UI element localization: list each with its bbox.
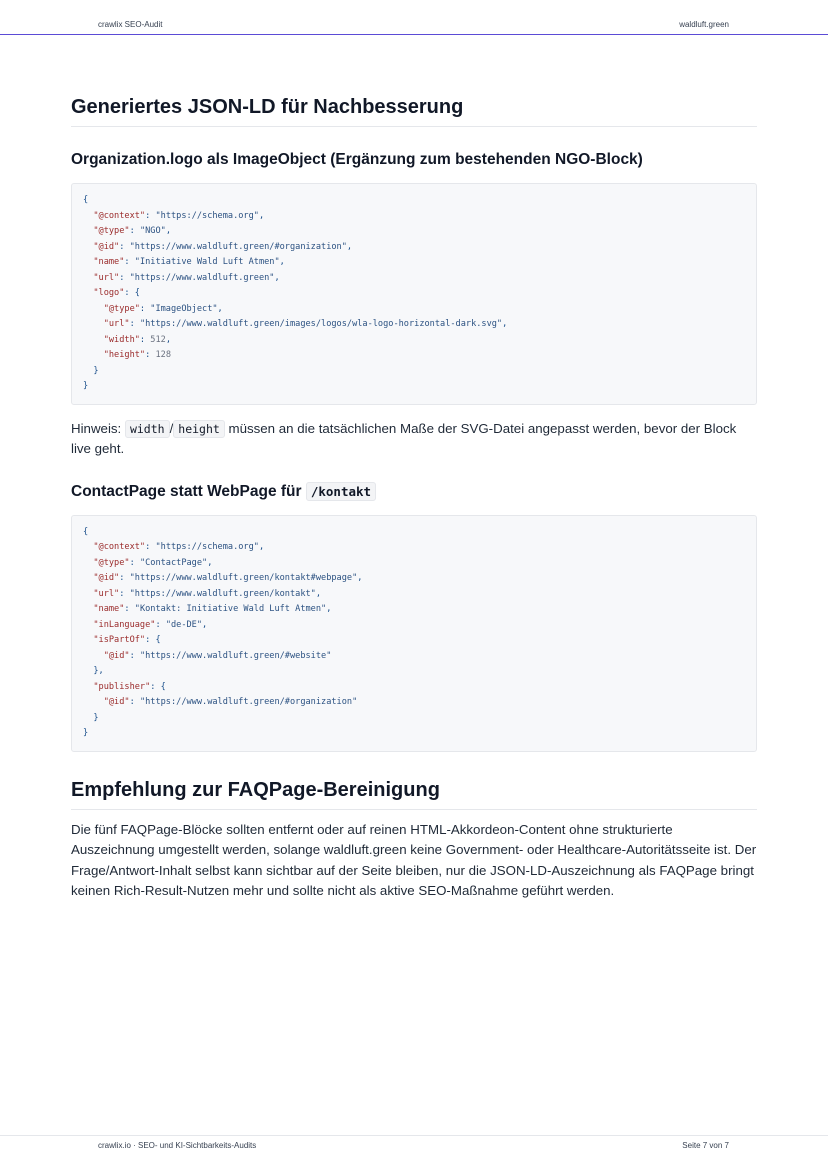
code-key: "@id" xyxy=(93,573,120,583)
code-punct xyxy=(83,682,93,692)
code-punct: : xyxy=(129,650,140,661)
code-key: "inLanguage" xyxy=(93,619,156,630)
code-number: 128 xyxy=(155,350,171,360)
faq-recommendation-paragraph: Die fünf FAQPage-Blöcke sollten entfernt oder auf reinen HTML-Akkordeon-Content ohne strukturierte Auszeichnung umgestellt werden, solange waldluft.green keine Government- oder Healthcare-Autoritätsseite ist. Der Frage/Antwort-Inhalt selbst kann sichtbar auf der Seite bleiben, nur die JSON-LD-Auszeichnung als FAQPage bringt keinen Rich-Result-Nutzen mehr und sollte nicht als aktive SEO-Maßnahme geführt werden. xyxy=(71,821,757,898)
code-key: "@id" xyxy=(93,241,120,252)
code-punct: , xyxy=(346,241,353,252)
code-punct: : xyxy=(129,557,140,568)
code-punct xyxy=(83,635,93,645)
page-footer xyxy=(0,1135,828,1150)
code-punct: : xyxy=(129,319,140,329)
note-paragraph xyxy=(71,419,757,460)
code-punct: : xyxy=(124,604,135,614)
code-punct xyxy=(83,651,104,661)
note-suffix: müssen an die tatsächlichen Maße der SVG-Datei angepasst werden, bevor der Block live geht. xyxy=(71,420,737,456)
footer-brand: crawlix.io · SEO- und KI-Sichtbarkeits-Audits xyxy=(98,1141,257,1150)
code-punct: : { xyxy=(150,681,166,692)
code-punct: , xyxy=(502,319,508,329)
code-key: "@type" xyxy=(93,226,130,236)
code-key: "publisher" xyxy=(93,681,151,692)
section-title-faq: Empfehlung zur FAQPage-Bereinigung xyxy=(71,779,757,810)
code-string: "Kontakt: Initiative Wald Luft Atmen" xyxy=(134,604,327,614)
code-punct: , xyxy=(315,588,322,599)
code-key: "url" xyxy=(93,588,120,599)
page-content xyxy=(71,96,757,902)
code-punct xyxy=(83,620,93,630)
code-punct: } xyxy=(83,381,89,391)
code-punct: { xyxy=(83,526,89,537)
code-key: "url" xyxy=(103,319,130,329)
subsection-title-logo: Organization.logo als ImageObject (Ergänzung zum bestehenden NGO-Block) xyxy=(71,151,643,168)
code-punct: , xyxy=(202,619,208,630)
code-punct xyxy=(83,542,93,552)
code-punct: : xyxy=(145,542,156,552)
note-code-height: height xyxy=(173,420,225,438)
code-string: "https://www.waldluft.green/#organization" xyxy=(139,697,358,707)
code-punct: }, xyxy=(83,666,104,676)
code-block-logo xyxy=(71,183,757,405)
code-punct xyxy=(83,558,93,568)
code-key: "@id" xyxy=(103,697,130,707)
code-punct: , xyxy=(165,226,171,236)
footer-page-number: Seite 7 von 7 xyxy=(682,1141,729,1150)
code-punct: : xyxy=(145,350,156,360)
code-punct: , xyxy=(258,542,265,552)
code-punct: : xyxy=(119,272,130,283)
code-string: "https://schema.org" xyxy=(155,542,259,552)
code-punct xyxy=(83,604,93,614)
subsection-title-contact xyxy=(71,483,757,501)
code-punct: : { xyxy=(145,635,161,645)
code-key: "height" xyxy=(103,350,146,360)
code-string: "https://www.waldluft.green/#website" xyxy=(139,650,332,661)
code-punct xyxy=(83,273,93,283)
code-key: "@id" xyxy=(103,650,130,661)
code-key: "isPartOf" xyxy=(93,635,146,645)
code-punct xyxy=(83,589,93,599)
code-key: "name" xyxy=(93,604,125,614)
code-punct: : xyxy=(139,334,151,345)
code-key: "@context" xyxy=(93,542,146,552)
code-punct xyxy=(83,211,93,221)
code-punct xyxy=(83,257,93,267)
code-string: "https://www.waldluft.green/images/logos/wla-logo-horizontal-dark.svg" xyxy=(139,319,503,329)
code-punct: , xyxy=(207,557,213,568)
header-domain: waldluft.green xyxy=(679,20,729,29)
header-brand: crawlix SEO-Audit xyxy=(98,20,163,29)
code-key: "logo" xyxy=(93,288,125,298)
code-punct xyxy=(83,288,93,298)
code-punct: , xyxy=(279,257,285,267)
note-code-width: width xyxy=(125,420,170,438)
subsection-title-contact-text: ContactPage statt WebPage für xyxy=(71,482,306,500)
code-key: "@type" xyxy=(93,557,130,568)
code-string: "ContactPage" xyxy=(139,557,208,568)
code-punct: , xyxy=(326,604,332,614)
code-punct: , xyxy=(165,334,171,345)
code-punct: , xyxy=(274,272,280,283)
code-punct: : xyxy=(145,210,156,221)
code-punct: : xyxy=(129,226,140,236)
code-key: "@context" xyxy=(93,210,146,221)
code-punct: } xyxy=(83,728,89,738)
code-punct: : xyxy=(119,573,130,583)
code-punct: , xyxy=(357,573,363,583)
code-string: "https://schema.org" xyxy=(155,210,259,221)
code-block-contactpage xyxy=(71,515,757,752)
code-punct: , xyxy=(217,303,223,314)
code-string: "https://www.waldluft.green/kontakt#webpage" xyxy=(129,573,358,583)
code-key: "@type" xyxy=(103,303,140,314)
code-punct xyxy=(83,335,104,345)
subsection-title-contact-code: /kontakt xyxy=(306,482,376,501)
code-string: "https://www.waldluft.green/kontakt" xyxy=(129,588,316,599)
code-punct xyxy=(83,350,104,360)
code-punct: , xyxy=(258,210,265,221)
code-punct xyxy=(83,304,104,314)
code-punct: : xyxy=(119,241,130,252)
code-punct xyxy=(83,573,93,583)
code-number: 512 xyxy=(150,334,166,345)
code-string: "Initiative Wald Luft Atmen" xyxy=(134,257,280,267)
code-punct: } xyxy=(83,365,99,376)
code-punct: : xyxy=(139,303,151,314)
code-string: "de-DE" xyxy=(165,619,203,630)
code-punct: : { xyxy=(124,288,140,298)
code-punct xyxy=(83,697,104,707)
code-punct xyxy=(83,319,104,329)
note-separator: / xyxy=(169,420,174,436)
code-string: "ImageObject" xyxy=(150,303,218,314)
page-header xyxy=(0,0,828,35)
code-string: "https://www.waldluft.green/#organization" xyxy=(129,241,347,252)
code-punct: : xyxy=(129,697,140,707)
code-punct: : xyxy=(124,257,135,267)
code-key: "width" xyxy=(103,334,140,345)
code-punct xyxy=(83,226,93,236)
code-punct: } xyxy=(83,712,99,723)
code-punct: : xyxy=(155,619,166,630)
code-string: "NGO" xyxy=(139,226,166,236)
code-key: "name" xyxy=(93,257,125,267)
code-string: "https://www.waldluft.green" xyxy=(129,272,275,283)
note-prefix: Hinweis: xyxy=(71,420,125,436)
section-title-jsonld: Generiertes JSON-LD für Nachbesserung xyxy=(71,96,757,127)
code-key: "url" xyxy=(93,272,120,283)
code-punct: : xyxy=(119,588,130,599)
code-punct xyxy=(83,242,93,252)
code-punct: { xyxy=(83,195,89,205)
